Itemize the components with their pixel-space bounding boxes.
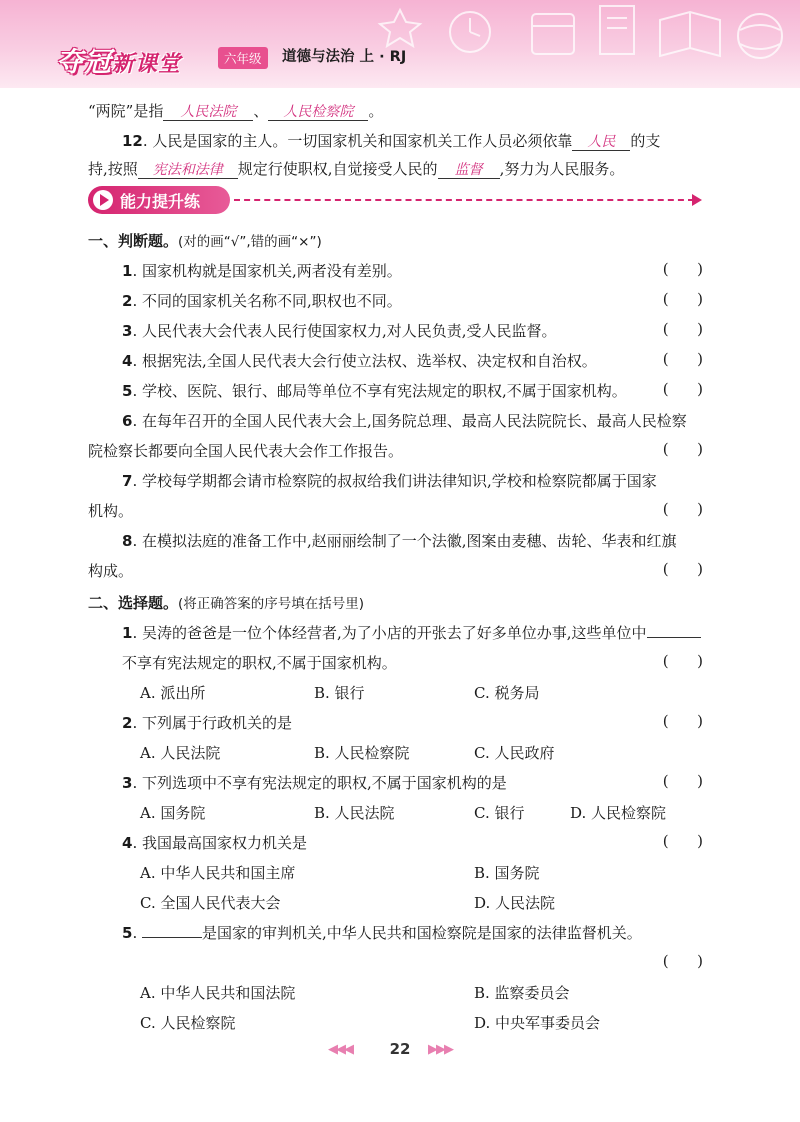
section-title: 二、选择题。 [88, 594, 179, 612]
answer-blank: 人民法院 [163, 104, 253, 121]
answer-paren[interactable]: ( ) [662, 500, 703, 518]
judge-item-5 [122, 380, 627, 401]
question-dot: . [132, 924, 142, 942]
judge-item-8-cont: 构成。 [88, 562, 134, 580]
answer-blank[interactable] [142, 937, 202, 938]
triangle-left-icon: ◀◀◀ [328, 1042, 352, 1057]
option-b[interactable]: B. 人民法院 [314, 804, 395, 822]
option-a[interactable]: A. 派出所 [140, 684, 206, 702]
option-a[interactable]: A. 国务院 [140, 804, 206, 822]
text-segment: . 人民是国家的主人。一切国家机关和国家机关工作人员必须依靠 [142, 132, 573, 150]
answer-paren[interactable]: ( ) [662, 712, 703, 730]
header-decoration [300, 0, 800, 88]
answer-blank: 人民检察院 [268, 104, 368, 121]
section-banner [88, 186, 702, 214]
option-d[interactable]: D. 人民检察院 [570, 804, 667, 822]
question-12-line-1 [122, 130, 660, 151]
choice-question-1 [122, 622, 701, 643]
question-number: 2 [122, 292, 133, 310]
grade-label: 六年级 [218, 47, 268, 69]
judge-item-6 [122, 410, 687, 431]
brand-sub: 新课堂 [112, 52, 182, 77]
text-segment: 、 [253, 102, 269, 120]
question-text: . 根据宪法,全国人民代表大会行使立法权、选举权、决定权和自治权。 [132, 352, 597, 370]
option-d[interactable]: D. 人民法院 [474, 894, 556, 912]
question-text: 是国家的审判机关,中华人民共和国检察院是国家的法律监督机关。 [201, 924, 642, 942]
question-text: . 吴涛的爸爸是一位个体经营者,为了小店的开张去了好多单位办事,这些单位中 [132, 624, 647, 642]
question-12-line-2 [88, 158, 624, 179]
answer-paren[interactable]: ( ) [662, 832, 703, 850]
text-segment: 。 [368, 102, 384, 120]
answer-paren[interactable]: ( ) [662, 440, 703, 458]
question-number: 12 [122, 132, 143, 150]
question-text: . 学校每学期都会请市检察院的叔叔给我们讲法律知识,学校和检察院都属于国家 [132, 472, 657, 490]
choice-question-3 [122, 772, 507, 793]
question-text: . 不同的国家机关名称不同,职权也不同。 [132, 292, 402, 310]
answer-blank: 人民 [572, 134, 630, 151]
brand-logo [56, 40, 181, 79]
option-c[interactable]: C. 税务局 [474, 684, 540, 702]
option-c[interactable]: C. 全国人民代表大会 [140, 894, 281, 912]
answer-paren[interactable]: ( ) [662, 652, 703, 670]
option-c[interactable]: C. 人民检察院 [140, 1014, 236, 1032]
play-icon [93, 190, 113, 210]
question-text: . 人民代表大会代表人民行使国家权力,对人民负责,受人民监督。 [132, 322, 557, 340]
question-number: 5 [122, 382, 133, 400]
option-c[interactable]: C. 银行 [474, 804, 525, 822]
answer-paren[interactable]: ( ) [662, 772, 703, 790]
choice-question-4 [122, 832, 307, 853]
answer-paren[interactable]: ( ) [662, 952, 703, 970]
answer-blank: 监督 [438, 162, 500, 179]
answer-blank: 宪法和法律 [138, 162, 238, 179]
judge-item-2 [122, 290, 402, 311]
banner-pill [88, 186, 230, 214]
question-number: 3 [122, 774, 133, 792]
section-2-heading [88, 592, 364, 613]
choice-question-1-cont: 不享有宪法规定的职权,不属于国家机构。 [122, 654, 397, 672]
judge-item-7-cont: 机构。 [88, 502, 134, 520]
option-b[interactable]: B. 银行 [314, 684, 365, 702]
question-number: 8 [122, 532, 133, 550]
judge-item-1 [122, 260, 402, 281]
judge-item-4 [122, 350, 597, 371]
question-text: . 学校、医院、银行、邮局等单位不享有宪法规定的职权,不属于国家机构。 [132, 382, 627, 400]
question-text: . 国家机构就是国家机关,两者没有差别。 [132, 262, 402, 280]
subject-label: 道德与法治 上 · RJ [282, 49, 407, 65]
judge-item-8 [122, 530, 677, 551]
question-text: . 下列选项中不享有宪法规定的职权,不属于国家机构的是 [132, 774, 507, 792]
option-a[interactable]: A. 人民法院 [140, 744, 221, 762]
question-number: 1 [122, 624, 133, 642]
choice-question-2 [122, 712, 292, 733]
text-segment: “两院”是指 [88, 102, 164, 120]
answer-paren[interactable]: ( ) [662, 290, 703, 308]
brand-main: 夺冠 [56, 47, 112, 78]
option-b[interactable]: B. 国务院 [474, 864, 540, 882]
text-segment: ,努力为人民服务。 [499, 160, 625, 178]
question-number: 4 [122, 352, 133, 370]
section-instruction: (将正确答案的序号填在括号里) [178, 596, 365, 612]
question-number: 3 [122, 322, 133, 340]
choice-question-5 [122, 922, 642, 943]
question-number: 6 [122, 412, 133, 430]
question-text: . 我国最高国家权力机关是 [132, 834, 307, 852]
judge-item-6-cont: 院检察长都要向全国人民代表大会作工作报告。 [88, 442, 404, 460]
question-text: . 在模拟法庭的准备工作中,赵丽丽绘制了一个法徽,图案由麦穗、齿轮、华表和红旗 [132, 532, 677, 550]
answer-paren[interactable]: ( ) [662, 320, 703, 338]
page-number: 22 [389, 1040, 411, 1058]
text-segment: 的支 [630, 132, 661, 150]
banner-label: 能力提升练 [120, 192, 201, 211]
option-a[interactable]: A. 中华人民共和国主席 [140, 864, 296, 882]
question-number: 5 [122, 924, 133, 942]
section-title: 一、判断题。 [88, 232, 179, 250]
question-text: . 下列属于行政机关的是 [132, 714, 292, 732]
answer-paren[interactable]: ( ) [662, 560, 703, 578]
intro-line-1 [88, 100, 383, 121]
question-number: 1 [122, 262, 133, 280]
answer-blank[interactable] [647, 637, 701, 638]
text-segment: 持,按照 [88, 160, 138, 178]
option-c[interactable]: C. 人民政府 [474, 744, 555, 762]
section-instruction: (对的画“√”,错的画“×”) [178, 234, 322, 250]
triangle-right-icon: ▶▶▶ [428, 1042, 452, 1057]
question-text: . 在每年召开的全国人民代表大会上,国务院总理、最高人民法院院长、最高人民检察 [132, 412, 687, 430]
page-header [0, 0, 800, 88]
judge-item-7 [122, 470, 657, 491]
banner-dashed-line [234, 199, 694, 201]
arrow-right-icon [692, 194, 702, 206]
question-number: 2 [122, 714, 133, 732]
section-1-heading [88, 230, 322, 251]
answer-paren[interactable]: ( ) [662, 260, 703, 278]
judge-item-3 [122, 320, 557, 341]
text-segment: 规定行使职权,自觉接受人民的 [237, 160, 438, 178]
question-number: 4 [122, 834, 133, 852]
answer-paren[interactable]: ( ) [662, 350, 703, 368]
option-b[interactable]: B. 监察委员会 [474, 984, 570, 1002]
option-a[interactable]: A. 中华人民共和国法院 [140, 984, 296, 1002]
option-b[interactable]: B. 人民检察院 [314, 744, 410, 762]
answer-paren[interactable]: ( ) [662, 380, 703, 398]
option-d[interactable]: D. 中央军事委员会 [474, 1014, 601, 1032]
page-footer [0, 1038, 800, 1062]
question-number: 7 [122, 472, 133, 490]
